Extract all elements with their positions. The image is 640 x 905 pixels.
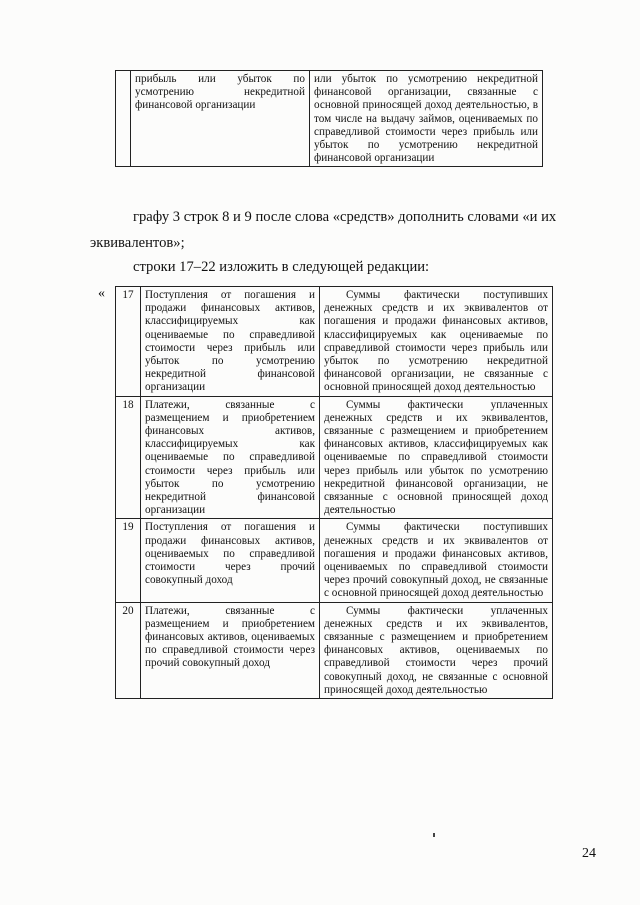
opening-quote: « [98,286,105,301]
rows-table [115,286,553,699]
row-name: Поступления от погашения и продажи финансовых активов, классифицируемых как оцениваемые по справедливой стоимости через прибыль или убыток по усмотрению некредитной финансовой организации [141,287,320,397]
table-cell-number [116,71,131,167]
table-row [116,71,543,167]
table-cell-description: или убыток по усмотрению некредитной финансовой организации, связанные с основной приносящей доход деятельностью, в том числе на выдачу займов, оцениваемых по справедливой стоимости через прибыль или убыток по усмотрению некредитной финансовой организации [310,71,543,167]
table-cell-name: прибыль или убыток по усмотрению некредитной финансовой организации [131,71,310,167]
paragraph: строки 17–22 изложить в следующей редакции: [133,259,430,275]
row-number: 20 [116,602,141,698]
row-name: Поступления от погашения и продажи финансовых активов, оцениваемых по справедливой стоимости через прочий совокупный доход [141,519,320,602]
row-name: Платежи, связанные с размещением и приобретением финансовых активов, оцениваемых по справедливой стоимости через прочий совокупный доход [141,602,320,698]
row-description: Суммы фактически уплаченных денежных средств и их эквивалентов, связанные с размещением и приобретением финансовых активов, оцениваемых по справедливой стоимости через прочий совокупный доход, не связанные с основной приносящей доход деятельностью [320,602,553,698]
table-row [116,396,553,519]
table-row [116,519,553,602]
paragraph: графу 3 строк 8 и 9 после слова «средств» дополнить словами «и их [133,209,557,225]
page-number: 24 [582,846,596,861]
row-description: Суммы фактически уплаченных денежных средств и их эквивалентов, связанные с размещением и приобретением финансовых активов, классифицируемых как оцениваемые по справедливой стоимости через прибыль или убыток по усмотрению некредитной финансовой организации, не связанные с основной приносящей доход деятельностью [320,396,553,519]
row-number: 19 [116,519,141,602]
continued-table [115,70,543,167]
table-row [116,287,553,397]
paragraph: эквивалентов»; [90,235,185,251]
scan-mark [433,833,435,837]
table-row [116,602,553,698]
row-number: 18 [116,396,141,519]
row-name: Платежи, связанные с размещением и приобретением финансовых активов, классифицируемых как оцениваемые по справедливой стоимости через прибыль или убыток по усмотрению некредитной финансовой организации [141,396,320,519]
row-number: 17 [116,287,141,397]
row-description: Суммы фактически поступивших денежных средств и их эквивалентов от погашения и продажи финансовых активов, классифицируемых как оцениваемые по справедливой стоимости через прибыль или убыток по усмотрению некредитной финансовой организации, не связанные с основной приносящей доход деятельностью [320,287,553,397]
row-description: Суммы фактически поступивших денежных средств и их эквивалентов от погашения и продажи финансовых активов, оцениваемых по справедливой стоимости через прочий совокупный доход, не связанные с основной приносящей доход деятельностью [320,519,553,602]
